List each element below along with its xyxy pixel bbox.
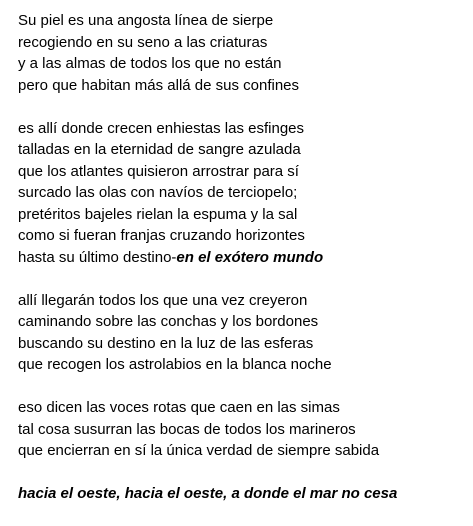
poem-line: Su piel es una angosta línea de sierpe xyxy=(18,12,274,29)
poem-line: surcado las olas con navíos de terciopelo; xyxy=(18,184,298,201)
poem-line: y a las almas de todos los que no están xyxy=(18,55,282,72)
stanza-4 xyxy=(18,397,468,462)
poem-line: eso dicen las voces rotas que caen en las simas xyxy=(18,399,340,416)
stanza-2 xyxy=(18,118,468,269)
poem-line: que los atlantes quisieron arrostrar para sí xyxy=(18,162,299,180)
poem-line: caminando sobre las conchas y los bordones xyxy=(18,313,319,330)
poem-line: que encierran en sí la única verdad de siempre sabida xyxy=(18,442,380,459)
poem-line: allí llegarán todos los que una vez creyeron xyxy=(18,291,308,309)
poem-line: talladas en la eternidad de sangre azulada xyxy=(18,141,301,158)
poem-line xyxy=(18,247,468,269)
poem-line: pretéritos bajeles rielan la espuma y la sal xyxy=(18,205,298,223)
poem-line: que recogen los astrolabios en la blanca noche xyxy=(18,356,332,373)
poem-line: pero que habitan más allá de sus confines xyxy=(18,76,300,94)
poem-line: recogiendo en su seno a las criaturas xyxy=(18,33,268,51)
poem-line-emphasis: en el exótero mundo xyxy=(176,248,324,266)
poem-line: como si fueran franjas cruzando horizontes xyxy=(18,227,305,244)
poem-line: buscando su destino en la luz de las esferas xyxy=(18,334,314,352)
stanza-1 xyxy=(18,10,468,96)
poem-line: es allí donde crecen enhiestas las esfinges xyxy=(18,119,305,137)
closing-line: hacia el oeste, hacia el oeste, a donde el mar no cesa xyxy=(18,485,398,502)
stanza-3 xyxy=(18,290,468,376)
poem-line-plain: hasta su último destino- xyxy=(18,248,177,266)
poem xyxy=(18,10,468,526)
closing-stanza xyxy=(18,483,468,505)
poem-line: tal cosa susurran las bocas de todos los marineros xyxy=(18,420,356,438)
